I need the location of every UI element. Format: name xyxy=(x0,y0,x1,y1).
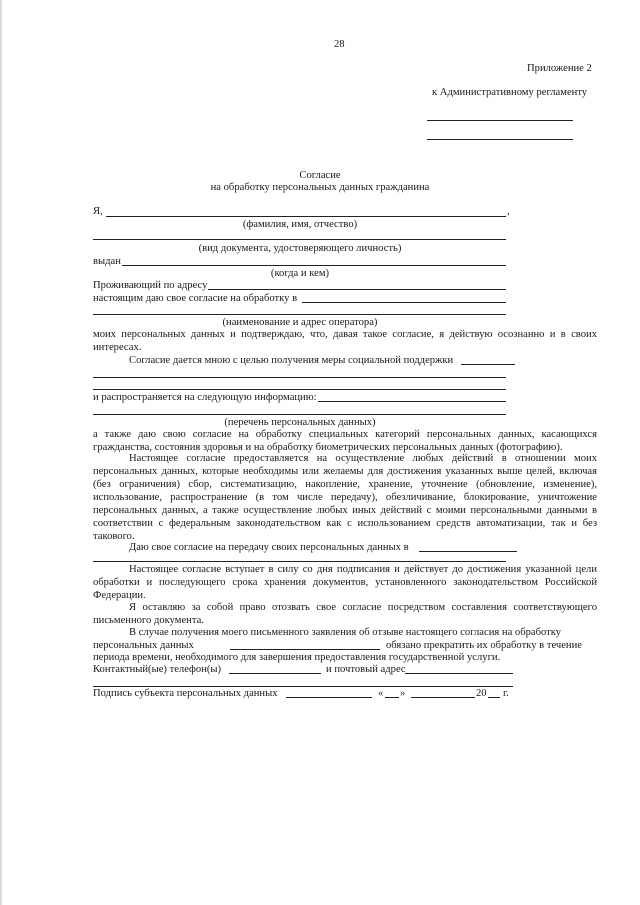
issued-hint: (когда и кем) xyxy=(270,268,330,279)
header-blank-line-1 xyxy=(427,120,573,121)
phone-field-line[interactable] xyxy=(229,673,321,674)
issued-label: выдан xyxy=(93,256,121,267)
operator-hint: (наименование и адрес оператора) xyxy=(222,317,378,328)
postal-field-line[interactable] xyxy=(405,673,513,674)
document-hint: (вид документа, удостоверяющего личность) xyxy=(198,243,402,254)
paragraph-actions: Настоящее согласие предоставляется на осуществление любых действий в отношении моих персональных данных, которые необходимы или желаемы для достижения указанных выше целей, включая (без ограничения) сбор, систематизацию, накопление, хранение, уточнение (обновление, изменение), использование, распространение (в том числе передачу), обезличивание, блокирование, уничтожение персональных данных, а также осуществление любых иных действий с моими персональными данными в соответствии с федеральным законодательством как с использованием средств автоматизации, так и без такового. xyxy=(93,453,597,542)
document-subtitle: на обработку персональных данных гражданина xyxy=(210,182,430,193)
ya-label: Я, xyxy=(93,206,103,217)
signature-field-line[interactable] xyxy=(286,697,372,698)
purpose-field-line[interactable] xyxy=(461,364,515,365)
purpose-label: Согласие дается мною с целью получения меры социальной поддержки xyxy=(129,355,454,366)
month-field-line[interactable] xyxy=(411,697,475,698)
day-field-line[interactable] xyxy=(385,697,399,698)
must-stop-label: обязано прекратить их обработку в течение xyxy=(386,640,582,651)
operator-name-field-line[interactable] xyxy=(230,649,380,650)
date-quote-open: « xyxy=(378,688,384,699)
header-blank-line-2 xyxy=(427,139,573,140)
signature-label: Подпись субъекта персональных данных xyxy=(93,688,278,699)
fio-field-line[interactable] xyxy=(106,216,506,217)
paragraph-validity: Настоящее согласие вступает в силу со дня подписания и действует до достижения указанной цели обработки и последующего срока хранения документов, установленного законодательством Российской Федерации. xyxy=(93,564,597,601)
year-prefix: 20 xyxy=(476,688,487,699)
consent-to-label: настоящим даю свое согласие на обработку в xyxy=(93,293,298,304)
transfer-label: Даю свое согласие на передачу своих персональных данных в xyxy=(129,542,409,553)
paragraph-withdraw-right: Я оставляю за собой право отозвать свое согласие посредством составления соответствующего письменного документа. xyxy=(93,602,597,626)
transfer-field-line-2[interactable] xyxy=(93,561,506,562)
transfer-field-line[interactable] xyxy=(419,551,517,552)
document-field-line[interactable] xyxy=(93,239,506,240)
page-number: 28 xyxy=(334,39,345,50)
appendix-label: Приложение 2 xyxy=(527,63,592,74)
info-field-line[interactable] xyxy=(318,401,506,402)
document-title: Согласие xyxy=(299,170,341,181)
period-label: периода времени, необходимого для завершения предоставления государственной услуги. xyxy=(93,652,501,663)
fio-hint: (фамилия, имя, отчество) xyxy=(242,219,358,230)
fio-comma: , xyxy=(507,206,510,217)
purpose-field-line-3[interactable] xyxy=(93,389,506,390)
scan-edge xyxy=(0,0,3,905)
paragraph-withdrawal: В случае получения моего письменного заявления об отзыве настоящего согласия на обработку xyxy=(129,627,562,638)
purpose-field-line-2[interactable] xyxy=(93,377,506,378)
address-label: Проживающий по адресу xyxy=(93,280,208,291)
issued-field-line[interactable] xyxy=(122,265,506,266)
operator-field-line-2[interactable] xyxy=(93,314,506,315)
pd-label: персональных данных xyxy=(93,640,194,651)
phone-label: Контактный(ые) телефон(ы) xyxy=(93,664,222,675)
year-suffix: г. xyxy=(503,688,509,699)
paragraph-special-categories: а также даю свою согласие на обработку специальных категорий персональных данных, касающихся гражданства, состояния здоровья и на обработку биометрических персональных данных (фотографию). xyxy=(93,429,597,453)
paragraph-conscious-consent: моих персональных данных и подтверждаю, что, давая такое согласие, я действую осознанно и в своих интересах. xyxy=(93,329,597,353)
regulation-label: к Административному регламенту xyxy=(432,87,588,98)
postal-label: и почтовый адрес xyxy=(326,664,406,675)
operator-field-line[interactable] xyxy=(302,302,506,303)
year-field-line[interactable] xyxy=(488,697,500,698)
info-field-line-2[interactable] xyxy=(93,414,506,415)
address-field-line[interactable] xyxy=(208,289,506,290)
date-quote-close: » xyxy=(400,688,406,699)
data-list-hint: (перечень персональных данных) xyxy=(224,417,376,428)
info-scope-label: и распространяется на следующую информацию: xyxy=(93,392,317,403)
